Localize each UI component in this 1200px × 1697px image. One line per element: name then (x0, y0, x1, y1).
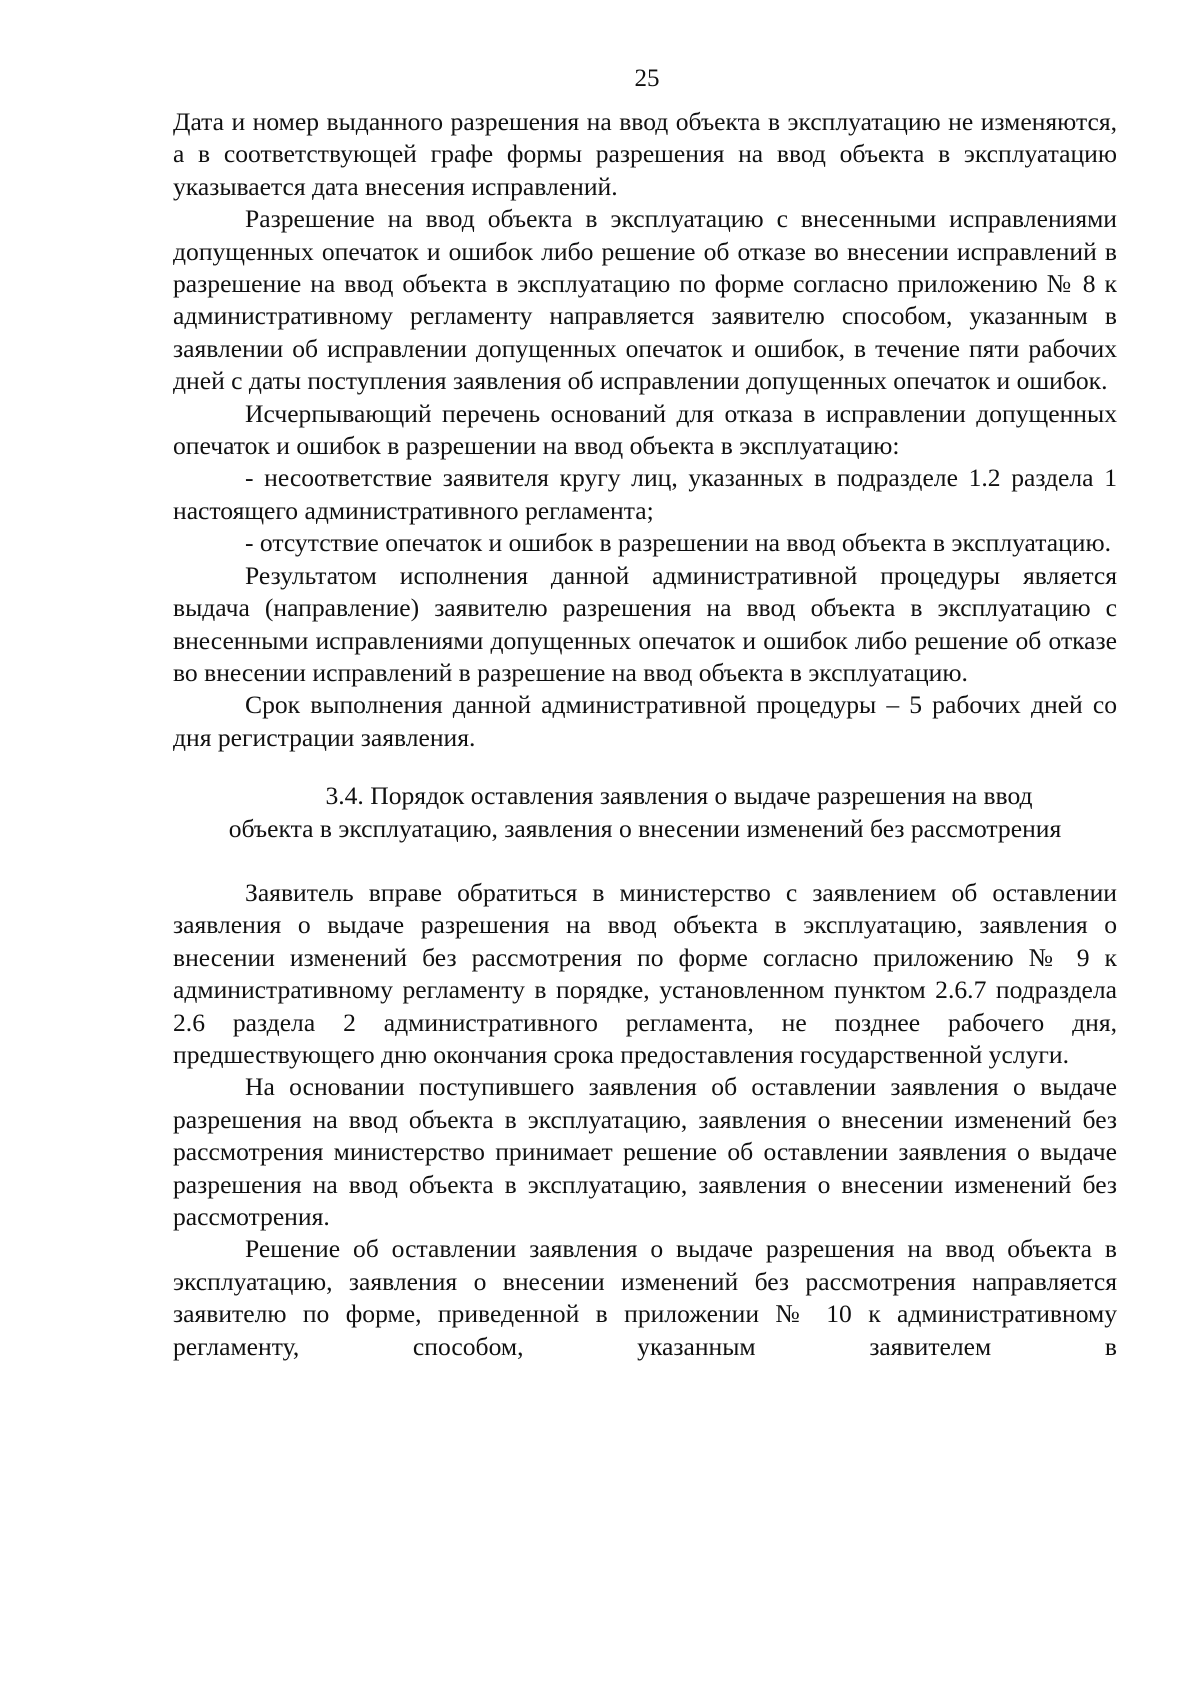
list-item-no-errors: - отсутствие опечаток и ошибок в разрешении на ввод объекта в эксплуатацию. (245, 528, 1112, 558)
list-item-applicant-mismatch: - несоответствие заявителя кругу лиц, указанных в подразделе 1.2 раздела 1 настоящего административного регламента; (173, 463, 1117, 525)
paragraph-refusal-grounds: Исчерпывающий перечень оснований для отказа в исправлении допущенных опечаток и ошибок в разрешении на ввод объекта в эксплуатацию: (173, 398, 1117, 461)
paragraph-ministry-decision: На основании поступившего заявления об оставлении заявления о выдаче разрешения на ввод объекта в эксплуатацию, заявления о внесении изменений без рассмотрения министерство принимает решение об оставлении заявления о выдаче разрешения на ввод объекта в эксплуатацию, заявления о внесении изменений без рассмотрения. (173, 1072, 1117, 1231)
section-heading (173, 780, 1117, 845)
page-number: 25 (634, 65, 660, 92)
paragraph-corrected-permit: Разрешение на ввод объекта в эксплуатацию с внесенными исправлениями допущенных опечаток и ошибок либо решение об отказе во внесении исправлений в разрешение на ввод объекта в эксплуатацию по форме согласно приложению № 8 к административному регламенту направляется заявителю способом, указанным в заявлении об исправлении допущенных опечаток и ошибок, в течение пяти рабочих дней с даты поступления заявления об исправлении допущенных опечаток и ошибок. (173, 204, 1117, 396)
paragraph-date-number: Дата и номер выданного разрешения на ввод объекта в эксплуатацию не изменяются, а в соответствующей графе формы разрешения на ввод объекта в эксплуатацию указывается дата внесения исправлений. (173, 107, 1117, 201)
paragraph-procedure-result: Результатом исполнения данной административной процедуры является выдача (направление) заявителю разрешения на ввод объекта в эксплуатацию с внесенными исправлениями допущенных опечаток и ошибок либо решение об отказе во внесении исправлений в разрешение на ввод объекта в эксплуатацию. (173, 560, 1117, 687)
section-heading-line: объекта в эксплуатацию, заявления о внесении изменений без рассмотрения (228, 813, 1062, 843)
document-page (173, 64, 1117, 1363)
paragraph-procedure-term: Срок выполнения данной административной процедуры – 5 рабочих дней со дня регистрации заявления. (173, 690, 1117, 752)
section-heading-line: 3.4. Порядок оставления заявления о выдаче разрешения на ввод (325, 781, 1033, 811)
paragraph-decision-sent: Решение об оставлении заявления о выдаче разрешения на ввод объекта в эксплуатацию, заявления о внесении изменений без рассмотрения направляется заявителю по форме, приведенной в приложении № 10 к административному регламенту, способом, указанным заявителем в (173, 1234, 1117, 1361)
paragraph-applicant-right: Заявитель вправе обратиться в министерство с заявлением об оставлении заявления о выдаче разрешения на ввод объекта в эксплуатацию, заявления о внесении изменений без рассмотрения по форме согласно приложению № 9 к административному регламенту в порядке, установленном пунктом 2.6.7 подраздела 2.6 раздела 2 административного регламента, не позднее рабочего дня, предшествующего дню окончания срока предоставления государственной услуги. (173, 877, 1117, 1069)
